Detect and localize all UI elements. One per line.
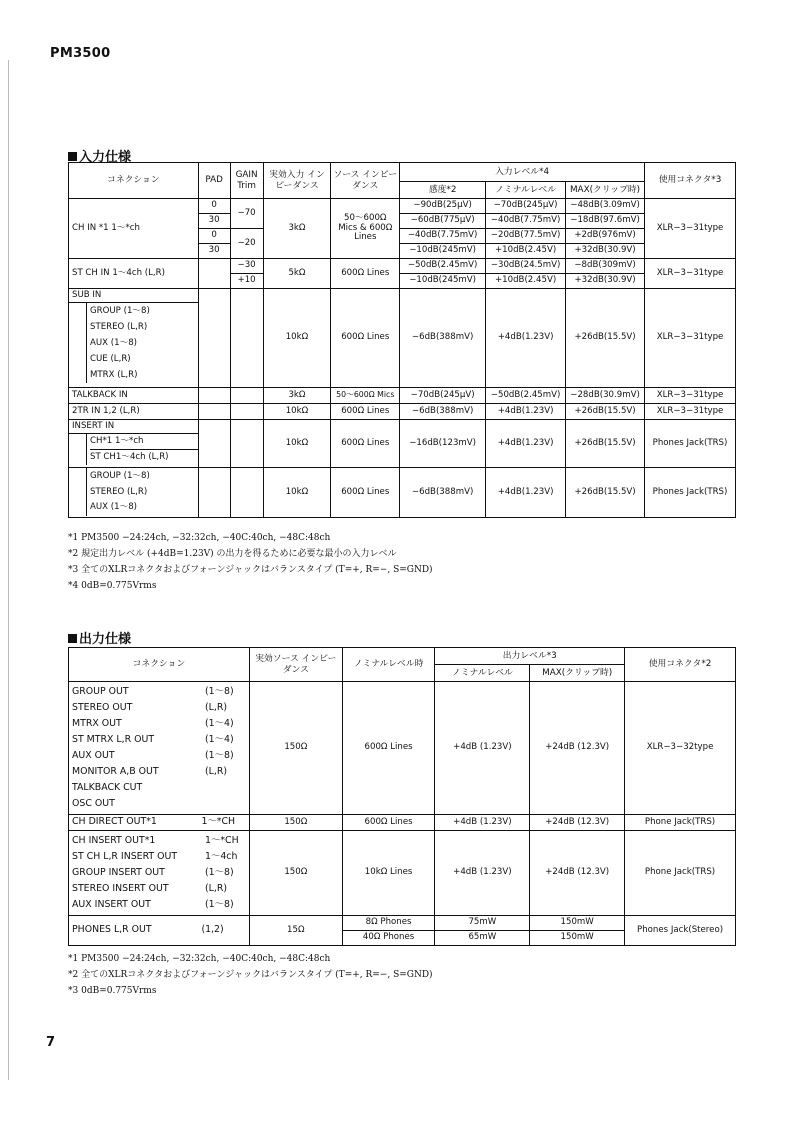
- ch-in-impedance: 3kΩ: [263, 199, 331, 259]
- ch-direct-connector: Phone Jack(TRS): [625, 815, 736, 831]
- insert-in-source: 600Ω Lines: [331, 420, 400, 468]
- out-list-item: [72, 700, 246, 716]
- ch-in-gain-1: −70: [230, 199, 263, 229]
- insert-in-pad: [198, 420, 230, 468]
- sub-in-item: STEREO (L,R): [90, 321, 148, 332]
- phones-max-1: 150mW: [530, 916, 625, 931]
- insert-in-gain: [230, 420, 263, 468]
- out-list-item: [72, 764, 246, 780]
- out-hdr-max: MAX(クリップ時): [530, 665, 625, 682]
- phones-range: (1,2): [198, 916, 249, 946]
- talkback-in-impedance: 3kΩ: [263, 388, 331, 404]
- insert-in-cell-2: [69, 468, 199, 518]
- st-ch-in-nom-1: −30dB(24.5mV): [486, 259, 566, 274]
- out-item-name: CH INSERT OUT*1: [72, 835, 156, 846]
- st-ch-in-name: ST CH IN 1〜4ch (L,R): [69, 259, 199, 289]
- hdr-connector: 使用コネクタ*3: [645, 163, 736, 199]
- out-item-name: GROUP INSERT OUT: [72, 867, 165, 878]
- insert-in-gain-2: [230, 468, 263, 518]
- st-ch-in-pad: [198, 259, 230, 289]
- sub-in-item: GROUP (1〜8): [90, 305, 150, 316]
- insert-in-item: ST CH1〜4ch (L,R): [90, 451, 169, 462]
- out-hdr-nominal-at: ノミナルレベル時: [342, 648, 435, 682]
- out-item-range: (1〜8): [205, 686, 234, 697]
- out-hdr-output-level: 出力レベル*3: [435, 648, 625, 665]
- out-item-range: (1〜4): [205, 718, 234, 729]
- out-list-item: [72, 732, 246, 748]
- out-item-name: GROUP OUT: [72, 686, 129, 697]
- insert-in-item: STEREO (L,R): [90, 486, 148, 497]
- out-list-item: [72, 748, 246, 764]
- out-item-name: STEREO OUT: [72, 702, 133, 713]
- out-list-item: [72, 796, 246, 812]
- hdr-source: ソース インピーダンス: [331, 163, 400, 199]
- out-item-range: (L,R): [205, 883, 228, 894]
- ch-in-sens-2: −60dB(775μV): [400, 214, 486, 229]
- out-insert-max: +24dB (12.3V): [530, 831, 625, 916]
- out-list-item: [72, 780, 246, 796]
- hdr-input-level: 入力レベル*4: [400, 163, 645, 182]
- hdr-pad: PAD: [198, 163, 230, 199]
- talkback-in-nom: −50dB(2.45mV): [486, 388, 566, 404]
- hdr-connection: コネクション: [69, 163, 199, 199]
- insert-in-cell: [69, 420, 199, 468]
- insert-in-impedance: 10kΩ: [263, 420, 331, 468]
- hdr-gain-trim: GAIN Trim: [230, 163, 263, 199]
- insert-in-item: GROUP (1〜8): [90, 471, 150, 481]
- sub-in-gain: [230, 289, 263, 388]
- input-notes: [68, 530, 433, 594]
- ch-in-max-4: +32dB(30.9V): [566, 244, 645, 259]
- out-item-name: OSC OUT: [72, 798, 115, 809]
- input-title-text: 入力仕様: [79, 150, 132, 165]
- tr-in-source: 600Ω Lines: [331, 404, 400, 420]
- out-item-name: MONITOR A,B OUT: [72, 766, 159, 777]
- out-group1-list: [69, 682, 249, 814]
- out-group1-impedance: 150Ω: [249, 682, 342, 815]
- out-item-range: 1〜*CH: [205, 835, 239, 846]
- hdr-max: MAX(クリップ時): [566, 182, 645, 199]
- st-ch-in-impedance: 5kΩ: [263, 259, 331, 289]
- tr-in-pad: [198, 404, 230, 420]
- ch-in-pad-1: 0: [198, 199, 230, 214]
- input-spec-table: [68, 162, 736, 518]
- insert-in-nom: +4dB(1.23V): [486, 420, 566, 468]
- input-note: *3 全てのXLRコネクタおよびフォーンジャックはバランスタイプ (T=+, R=−, S=GND): [68, 565, 433, 575]
- ch-in-pad-4: 30: [198, 244, 230, 259]
- square-bullet-icon: [68, 634, 77, 643]
- phones-load-1: 8Ω Phones: [342, 916, 435, 931]
- phones-nom-1: 75mW: [435, 916, 530, 931]
- ch-in-pad-2: 30: [198, 214, 230, 229]
- out-item-range: (1〜8): [205, 867, 234, 878]
- input-note: *4 0dB=0.775Vrms: [68, 581, 157, 591]
- out-item-range: (1〜4): [205, 734, 234, 745]
- phones-connector: Phones Jack(Stereo): [625, 916, 736, 946]
- st-ch-in-gain-2: +10: [230, 274, 263, 289]
- out-list-item: [72, 716, 246, 732]
- out-insert-connector: Phone Jack(TRS): [625, 831, 736, 916]
- sub-in-connector: XLR−3−31type: [645, 289, 736, 388]
- st-ch-in-nom-2: +10dB(2.45V): [486, 274, 566, 289]
- sub-in-item: CUE (L,R): [90, 353, 131, 364]
- talkback-in-pad: [198, 388, 230, 404]
- tr-in-sens: −6dB(388mV): [400, 404, 486, 420]
- ch-direct-nom: +4dB (1.23V): [435, 815, 530, 831]
- talkback-in-name: TALKBACK IN: [69, 388, 199, 404]
- out-item-name: ST MTRX L,R OUT: [72, 734, 155, 745]
- sub-in-impedance: 10kΩ: [263, 289, 331, 388]
- sub-in-nom: +4dB(1.23V): [486, 289, 566, 388]
- out-insert-impedance: 150Ω: [249, 831, 342, 916]
- phones-nom-2: 65mW: [435, 931, 530, 946]
- ch-direct-range: 1〜*CH: [198, 815, 249, 831]
- output-note: *3 0dB=0.775Vrms: [68, 986, 157, 996]
- phones-load-2: 40Ω Phones: [342, 931, 435, 946]
- sub-in-list: [86, 303, 198, 383]
- st-ch-in-source: 600Ω Lines: [331, 259, 400, 289]
- talkback-in-max: −28dB(30.9mV): [566, 388, 645, 404]
- talkback-in-gain: [230, 388, 263, 404]
- ch-in-nom-4: +10dB(2.45V): [486, 244, 566, 259]
- out-item-name: MTRX OUT: [72, 718, 122, 729]
- output-note: *1 PM3500 −24:24ch, −32:32ch, −40C:40ch, −48C:48ch: [68, 954, 331, 964]
- hdr-nominal: ノミナルレベル: [486, 182, 566, 199]
- out-list-item: [72, 865, 246, 881]
- tr-in-max: +26dB(15.5V): [566, 404, 645, 420]
- out-list-item: [72, 897, 246, 913]
- ch-in-max-1: −48dB(3.09mV): [566, 199, 645, 214]
- out-item-range: (1〜8): [205, 899, 234, 910]
- output-note: *2 全てのXLRコネクタおよびフォーンジャックはバランスタイプ (T=+, R=−, S=GND): [68, 970, 433, 980]
- tr-in-name: 2TR IN 1,2 (L,R): [69, 404, 199, 420]
- out-group1-nom: +4dB (1.23V): [435, 682, 530, 815]
- input-note: *1 PM3500 −24:24ch, −32:32ch, −40C:40ch, −48C:48ch: [68, 533, 331, 543]
- ch-direct-name: CH DIRECT OUT*1: [69, 815, 199, 831]
- ch-in-nom-1: −70dB(245μV): [486, 199, 566, 214]
- output-spec-table: [68, 647, 736, 946]
- out-item-name: TALKBACK CUT: [72, 782, 143, 793]
- insert-in-connector-2: Phones Jack(TRS): [645, 468, 736, 518]
- st-ch-in-connector: XLR−3−31type: [645, 259, 736, 289]
- insert-in-nom-2: +4dB(1.23V): [486, 468, 566, 518]
- talkback-in-sens: −70dB(245μV): [400, 388, 486, 404]
- ch-direct-load: 600Ω Lines: [342, 815, 435, 831]
- ch-in-sens-1: −90dB(25μV): [400, 199, 486, 214]
- tr-in-nom: +4dB(1.23V): [486, 404, 566, 420]
- model-name: PM3500: [50, 46, 111, 61]
- out-item-range: (L,R): [205, 766, 228, 777]
- ch-in-max-2: −18dB(97.6mV): [566, 214, 645, 229]
- talkback-in-connector: XLR−3−31type: [645, 388, 736, 404]
- out-group1-load: 600Ω Lines: [342, 682, 435, 815]
- out-item-name: AUX INSERT OUT: [72, 899, 151, 910]
- hdr-sensitivity: 感度*2: [400, 182, 486, 199]
- out-list-item: [72, 833, 246, 849]
- output-section-title: [68, 628, 131, 647]
- sub-in-item: MTRX (L,R): [90, 369, 138, 380]
- st-ch-in-max-1: −8dB(309mV): [566, 259, 645, 274]
- sub-in-item: AUX (1〜8): [90, 337, 138, 348]
- out-list-item: [72, 881, 246, 897]
- tr-in-gain: [230, 404, 263, 420]
- insert-in-sens: −16dB(123mV): [400, 420, 486, 468]
- out-group1-cell: [69, 682, 250, 815]
- phones-impedance: 15Ω: [249, 916, 342, 946]
- out-insert-cell: [69, 831, 250, 916]
- insert-in-max: +26dB(15.5V): [566, 420, 645, 468]
- output-title-text: 出力仕様: [79, 632, 132, 647]
- st-ch-in-gain-1: −30: [230, 259, 263, 274]
- out-item-name: STEREO INSERT OUT: [72, 883, 169, 894]
- insert-in-item: CH*1 1〜*ch: [90, 434, 198, 450]
- ch-in-nom-2: −40dB(7.75mV): [486, 214, 566, 229]
- sub-in-sens: −6dB(388mV): [400, 289, 486, 388]
- sub-in-source: 600Ω Lines: [331, 289, 400, 388]
- insert-in-connector: Phones Jack(TRS): [645, 420, 736, 468]
- tr-in-impedance: 10kΩ: [263, 404, 331, 420]
- ch-in-sens-3: −40dB(7.75mV): [400, 229, 486, 244]
- out-insert-nom: +4dB (1.23V): [435, 831, 530, 916]
- sub-in-cell: [69, 289, 199, 388]
- out-hdr-nominal: ノミナルレベル: [435, 665, 530, 682]
- sub-in-max: +26dB(15.5V): [566, 289, 645, 388]
- out-hdr-impedance: 実効ソース インピーダンス: [249, 648, 342, 682]
- insert-in-item: AUX (1〜8): [90, 502, 138, 512]
- ch-direct-impedance: 150Ω: [249, 815, 342, 831]
- out-item-range: (1〜8): [205, 750, 234, 761]
- out-item-range: 1〜4ch: [205, 851, 238, 862]
- out-hdr-connection: コネクション: [69, 648, 250, 682]
- square-bullet-icon: [68, 152, 77, 161]
- ch-in-name: CH IN *1 1〜*ch: [69, 199, 199, 259]
- ch-in-source: 50〜600Ω Mics & 600Ω Lines: [331, 199, 400, 259]
- st-ch-in-sens-1: −50dB(2.45mV): [400, 259, 486, 274]
- insert-in-list-1: [86, 434, 198, 465]
- output-notes: [68, 951, 433, 999]
- out-hdr-connector: 使用コネクタ*2: [625, 648, 736, 682]
- ch-in-max-3: +2dB(976mV): [566, 229, 645, 244]
- insert-in-max-2: +26dB(15.5V): [566, 468, 645, 518]
- input-note: *2 規定出力レベル (+4dB=1.23V) の出力を得るために必要な最小の入力レベル: [68, 549, 397, 559]
- page-margin-line: [8, 60, 9, 1080]
- insert-in-list-2: [86, 468, 198, 516]
- ch-in-gain-2: −20: [230, 229, 263, 259]
- out-group1-max: +24dB (12.3V): [530, 682, 625, 815]
- insert-in-name: INSERT IN: [69, 420, 198, 434]
- out-insert-list: [69, 831, 249, 915]
- out-item-name: ST CH L,R INSERT OUT: [72, 851, 178, 862]
- out-item-range: (L,R): [205, 702, 228, 713]
- out-list-item: [72, 684, 246, 700]
- page-number: 7: [46, 1035, 56, 1050]
- out-item-name: AUX OUT: [72, 750, 115, 761]
- sub-in-name: SUB IN: [69, 289, 198, 303]
- out-insert-load: 10kΩ Lines: [342, 831, 435, 916]
- insert-in-sens-2: −6dB(388mV): [400, 468, 486, 518]
- insert-in-source-2: 600Ω Lines: [331, 468, 400, 518]
- hdr-impedance: 実効入力 インピーダンス: [263, 163, 331, 199]
- ch-in-sens-4: −10dB(245mV): [400, 244, 486, 259]
- st-ch-in-sens-2: −10dB(245mV): [400, 274, 486, 289]
- sub-in-pad: [198, 289, 230, 388]
- talkback-in-source: 50〜600Ω Mics: [331, 388, 400, 404]
- ch-in-pad-3: 0: [198, 229, 230, 244]
- tr-in-connector: XLR−3−31type: [645, 404, 736, 420]
- out-list-item: [72, 849, 246, 865]
- ch-direct-max: +24dB (12.3V): [530, 815, 625, 831]
- ch-in-nom-3: −20dB(77.5mV): [486, 229, 566, 244]
- phones-name: PHONES L,R OUT: [69, 916, 199, 946]
- insert-in-pad-2: [198, 468, 230, 518]
- insert-in-impedance-2: 10kΩ: [263, 468, 331, 518]
- out-group1-connector: XLR−3−32type: [625, 682, 736, 815]
- ch-in-connector: XLR−3−31type: [645, 199, 736, 259]
- st-ch-in-max-2: +32dB(30.9V): [566, 274, 645, 289]
- phones-max-2: 150mW: [530, 931, 625, 946]
